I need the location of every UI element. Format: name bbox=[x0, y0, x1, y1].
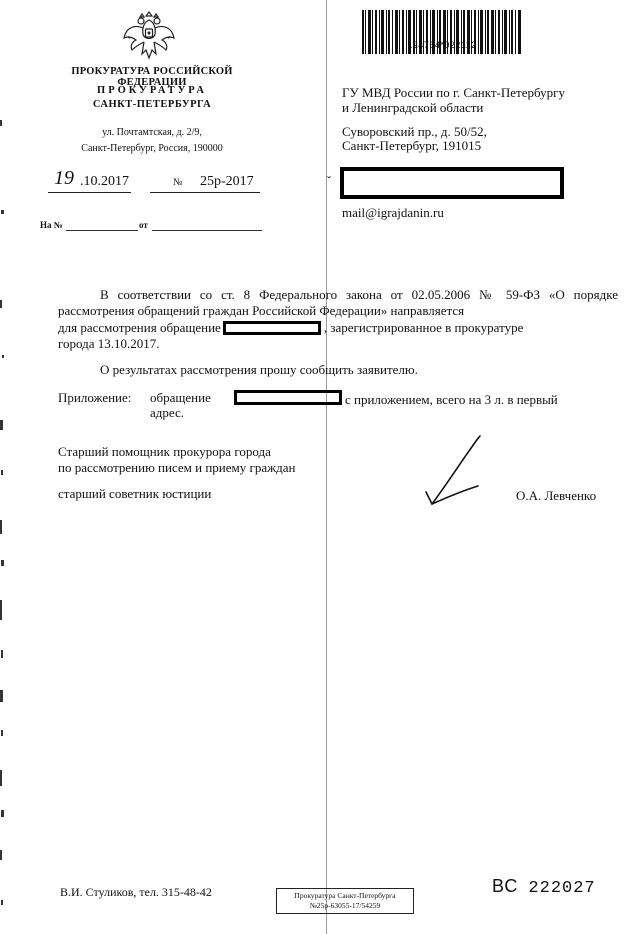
attachment-text-b: с приложением, всего на 3 л. в первый bbox=[345, 392, 558, 407]
executor-contact: В.И. Стуликов, тел. 315-48-42 bbox=[60, 885, 212, 899]
stamp-line-2: №25р-63055-17/54259 bbox=[309, 901, 381, 910]
body-paragraph-2: О результатах рассмотрения прошу сообщить заявителю. bbox=[100, 362, 418, 377]
date-day-handwritten: 19 bbox=[54, 167, 74, 189]
org-address-line-1: ул. Почтамтская, д. 2/9, bbox=[102, 127, 202, 138]
body-paragraph-1-b-start: для рассмотрения обращение bbox=[58, 320, 221, 335]
body-paragraph-1-cont bbox=[58, 320, 618, 336]
date-underline bbox=[48, 192, 131, 193]
recipient-line-4: Санкт-Петербург, 191015 bbox=[342, 138, 482, 153]
double-headed-eagle-emblem bbox=[120, 6, 178, 64]
recipient-line-2: и Ленинградской области bbox=[342, 100, 484, 115]
signer-title-line-3: старший советник юстиции bbox=[58, 486, 212, 501]
scan-left-edge bbox=[0, 0, 8, 934]
signer-name: О.А. Левченко bbox=[516, 488, 597, 503]
attachment-text-a: обращение bbox=[150, 390, 211, 405]
body-paragraph-1: В соответствии со ст. 8 Федерального закона от 02.05.2006 № 59-ФЗ «О порядке рассмотрения обращений граждан Российской Федерации» направляется bbox=[58, 287, 618, 318]
reference-from-label: от bbox=[139, 220, 148, 230]
recipient-email: mail@igrajdanin.ru bbox=[342, 205, 444, 220]
stamp-line-1: Прокуратура Санкт-Петербурга bbox=[294, 891, 396, 900]
org-line-3: САНКТ-ПЕТЕРБУРГА bbox=[92, 99, 212, 110]
number-label: № bbox=[173, 177, 183, 188]
signer-title-line-2: по рассмотрению писем и приему граждан bbox=[58, 460, 296, 475]
body-paragraph-1-end: города 13.10.2017. bbox=[58, 336, 160, 351]
check-mark: ˇ bbox=[327, 174, 331, 188]
redacted-applicant-name bbox=[223, 321, 321, 335]
reference-label: На № bbox=[40, 220, 63, 230]
signer-title-line-1: Старший помощник прокурора города bbox=[58, 444, 271, 459]
document-date-number bbox=[40, 167, 265, 193]
attachment-text-c: адрес. bbox=[150, 405, 184, 420]
recipient-line-3: Суворовский пр., д. 50/52, bbox=[342, 124, 487, 139]
date-month-year: .10.2017 bbox=[80, 174, 129, 189]
reference-number-blank bbox=[66, 230, 138, 231]
fold-line bbox=[326, 0, 327, 934]
reference-date-blank bbox=[152, 230, 262, 231]
handwritten-signature bbox=[420, 430, 490, 510]
form-series bbox=[492, 876, 596, 898]
number-underline bbox=[150, 192, 260, 193]
barcode-digits: 124764*022112 bbox=[407, 40, 477, 50]
document-number: 25р-2017 bbox=[200, 174, 254, 189]
attachment-label: Приложение: bbox=[58, 390, 132, 405]
org-line-2: ПРОКУРАТУРА bbox=[97, 85, 207, 96]
recipient-line-1: ГУ МВД России по г. Санкт-Петербургу bbox=[342, 85, 565, 100]
org-address-line-2: Санкт-Петербург, Россия, 190000 bbox=[81, 143, 223, 154]
series-number: 222027 bbox=[528, 879, 596, 898]
registration-stamp bbox=[276, 888, 414, 914]
org-line-1: ПРОКУРАТУРА РОССИЙСКОЙ ФЕДЕРАЦИИ bbox=[71, 66, 233, 88]
body-paragraph-1-b-end: , зарегистрированное в прокуратуре bbox=[323, 320, 524, 335]
redacted-recipient-name bbox=[340, 167, 564, 199]
series-letters: ВС bbox=[492, 876, 519, 896]
redacted-attachment-name bbox=[234, 390, 342, 405]
